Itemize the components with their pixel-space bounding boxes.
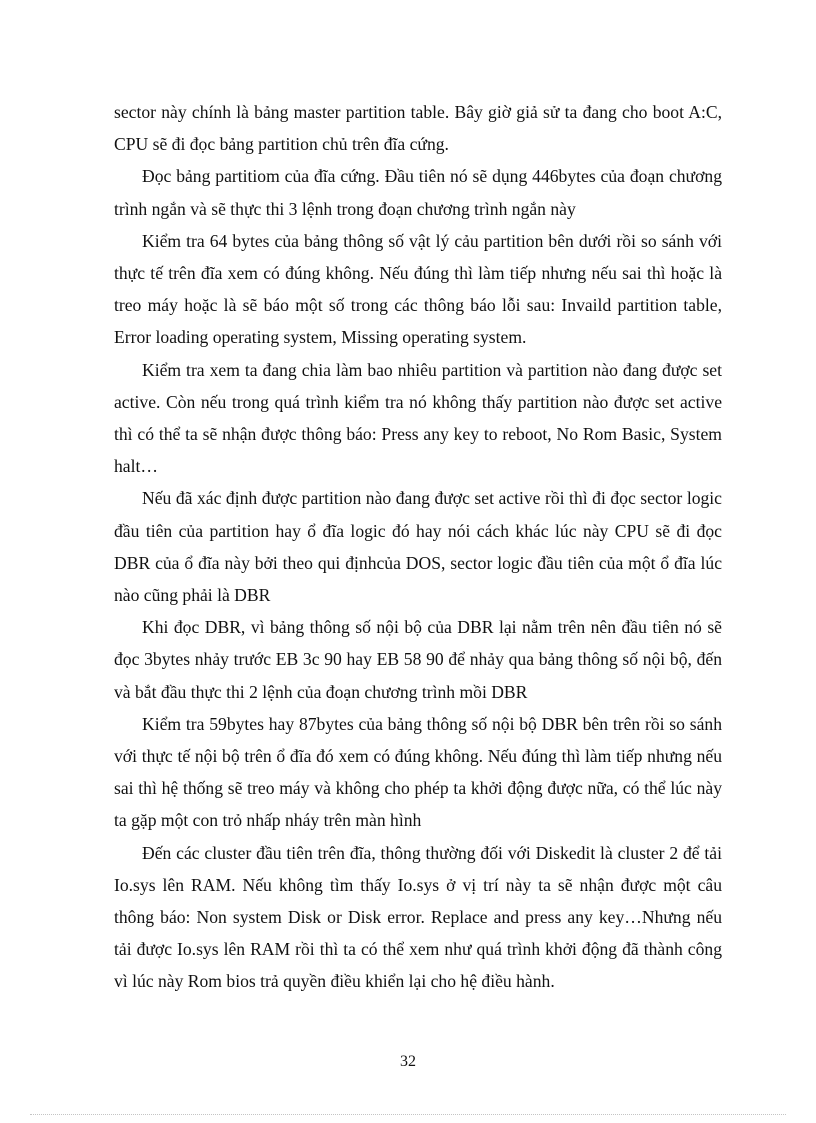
paragraph-3: Kiểm tra 64 bytes của bảng thông số vật lý cảu partition bên dưới rồi so sánh với thực tế trên đĩa xem có đúng không. Nếu đúng thì làm tiếp nhưng nếu sai thì hoặc là treo máy hoặc là sẽ báo một số trong các thông báo lỗi sau: Invaild partition table, Error loading operating system, Missing operating system. xyxy=(114,230,722,348)
page-number: 32 xyxy=(400,1053,416,1070)
page-bottom-border xyxy=(30,1114,786,1115)
paragraph-4: Kiểm tra xem ta đang chia làm bao nhiêu partition và partition nào đang được set active. Còn nếu trong quá trình kiểm tra nó không thấy partition nào được set active thì có thể ta sẽ nhận được thông báo: Press any key to reboot, No Rom Basic, System halt… xyxy=(114,359,722,477)
paragraph-2: Đọc bảng partitiom của đĩa cứng. Đầu tiên nó sẽ dụng 446bytes của đoạn chương trình ngắn và sẽ thực thi 3 lệnh trong đoạn chương trình ngắn này xyxy=(114,166,722,219)
paragraph-6: Khi đọc DBR, vì bảng thông số nội bộ của DBR lại nằm trên nên đầu tiên nó sẽ đọc 3bytes nhảy trước EB 3c 90 hay EB 58 90 để nhảy qua bảng thông số nội bộ, đến và bắt đầu thực thi 2 lệnh của đoạn chương trình mồi DBR xyxy=(114,617,722,702)
paragraph-1: sector này chính là bảng master partition table. Bây giờ giả sử ta đang cho boot A:C, CPU sẽ đi đọc bảng partition chủ trên đĩa cứng. xyxy=(114,102,722,155)
paragraph-8: Đến các cluster đầu tiên trên đĩa, thông thường đối với Diskedit là cluster 2 để tải Io.sys lên RAM. Nếu không tìm thấy Io.sys ở vị trí này ta sẽ nhận được một câu thông báo: Non system Disk or Disk error. Replace and press any key…Nhưng nếu tải được Io.sys lên RAM rồi thì ta có thể xem như quá trình khởi động đã thành công vì lúc này Rom bios trả quyền điều khiển lại cho hệ điều hành. xyxy=(114,842,722,992)
page-body xyxy=(114,96,722,998)
paragraph-7: Kiểm tra 59bytes hay 87bytes của bảng thông số nội bộ DBR bên trên rồi so sánh với thực tế nội bộ trên ổ đĩa đó xem có đúng không. Nếu đúng thì làm tiếp nhưng nếu sai thì hệ thống sẽ treo máy và không cho phép ta khởi động được nữa, có thể lúc này ta gặp một con trỏ nhấp nháy trên màn hình xyxy=(114,713,722,831)
paragraph-5: Nếu đã xác định được partition nào đang được set active rồi thì đi đọc sector logic đầu tiên của partition hay ổ đĩa logic đó hay nói cách khác lúc này CPU sẽ đi đọc DBR của ổ đĩa này bởi theo qui địnhcủa DOS, sector logic đầu tiên của một ổ đĩa lúc nào cũng phải là DBR xyxy=(114,488,722,606)
